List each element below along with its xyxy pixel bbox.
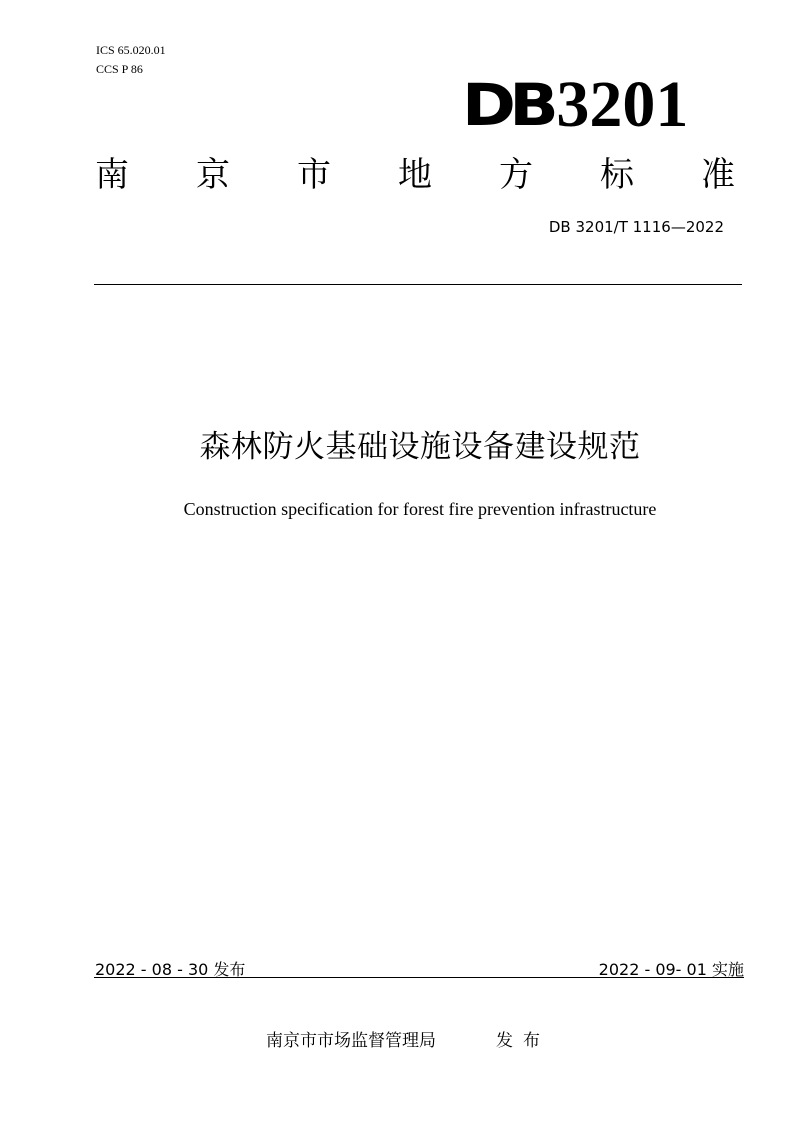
bottom-divider — [94, 977, 744, 978]
effective-date: 2022 - 09- 01 实施 — [598, 960, 744, 979]
release-date: 2022 - 08 - 30 发布 — [95, 960, 246, 979]
ccs-code: CCS P 86 — [96, 62, 143, 76]
publish-label: 发布 — [496, 1031, 550, 1051]
standard-type-char: 方 — [499, 155, 533, 195]
ics-code: ICS 65.020.01 — [96, 43, 166, 57]
logo-number: 3201 — [556, 68, 689, 141]
top-divider — [94, 284, 742, 285]
standard-type-char: 南 — [95, 155, 129, 195]
standard-type-heading — [95, 150, 735, 200]
english-title: Construction specification for forest fire prevention infrastructure — [183, 499, 657, 519]
document-code: DB 3201/T 1116—2022 — [548, 218, 724, 236]
publisher-name: 南京市市场监督管理局 — [266, 1031, 436, 1051]
standard-type-char: 准 — [701, 155, 735, 195]
standard-type-char: 市 — [297, 155, 331, 195]
db-logo — [462, 68, 724, 141]
standard-type-char: 京 — [196, 155, 230, 195]
standard-type-char: 地 — [398, 155, 432, 195]
chinese-title: 森林防火基础设施设备建设规范 — [199, 429, 641, 465]
logo-db: DB — [462, 71, 553, 139]
standard-type-char: 标 — [600, 155, 634, 195]
